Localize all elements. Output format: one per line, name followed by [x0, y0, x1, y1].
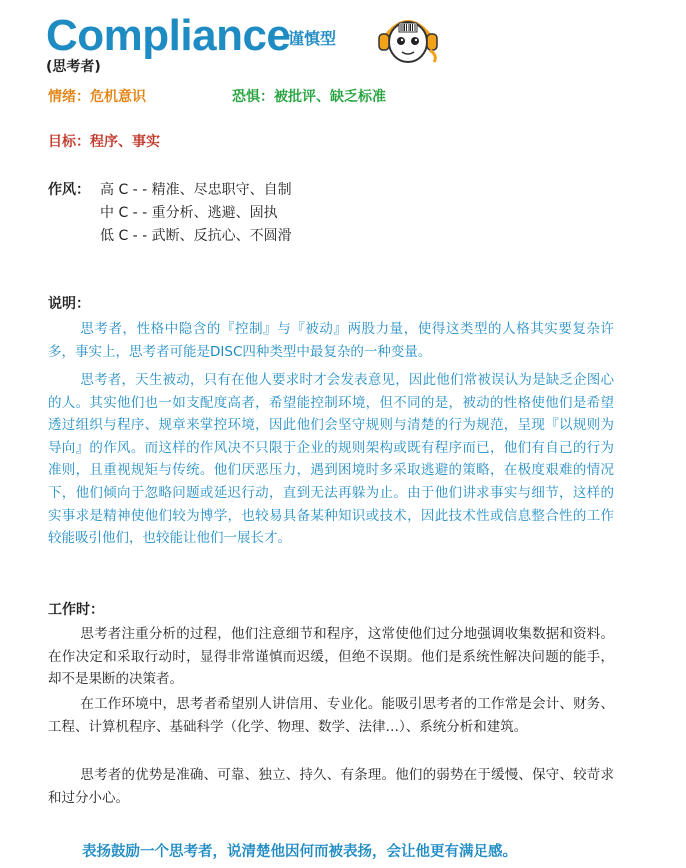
style-line-high: 高 C - - 精准、尽忠职守、自制 — [100, 182, 292, 198]
page-title: Compliance — [46, 11, 291, 60]
page-title-suffix: 谨慎型 — [288, 29, 337, 48]
work-paragraph: 在工作环境中，思考者希望别人讲信用、专业化。能吸引思考者的工作常是会计、财务、工程、计算机程序、基础科学（化学、物理、数学、法律…）、系统分析和建筑。 — [48, 696, 614, 735]
style-heading: 作风： — [48, 182, 90, 198]
explanation-heading: 说明： — [48, 296, 90, 312]
goal-label: 目标：程序、事实 — [48, 134, 160, 150]
closing-statement: 表扬鼓励一个思考者，说清楚他因何而被表扬，会让他更有满足感。 — [82, 844, 517, 860]
work-paragraph: 思考者的优势是准确、可靠、独立、持久、有条理。他们的弱势在于缓慢、保守、较苛求和过分小心。 — [48, 767, 614, 806]
subtitle: (思考者) — [46, 59, 101, 75]
style-line-low: 低 C - - 武断、反抗心、不圆滑 — [100, 228, 292, 244]
fear-label: 恐惧：被批评、缺乏标准 — [232, 89, 386, 105]
explanation-paragraph: 思考者，天生被动，只有在他人要求时才会发表意见，因此他们常被误认为是缺乏企图心的人。其实他们也一如支配度高者，希望能控制环境，但不同的是，被动的性格使他们是希望透过组织与程序、规章来掌控环境，因此他们会坚守规则与清楚的行为规范，呈现『以规则为导向』的作风。而这样的作风决不只限于企业的规则架构或既有程序而已，他们有自己的行为准则，且重视规矩与传统。他们厌恶压力，遇到困境时多采取逃避的策略，在极度艰难的情况下，他们倾向于忽略问题或延迟行动，直到无法再躲为止。由于他们讲求事实与细节，这样的实事求是精神使他们较为博学，也较易具备某种知识或技术，因此技术性或信息整合性的工作较能吸引他们，也较能让他们一展长才。 — [48, 372, 614, 547]
explanation-paragraph: 思考者，性格中隐含的『控制』与『被动』两股力量，使得这类型的人格其实要复杂许多，事实上，思考者可能是DISC四种类型中最复杂的一种变量。 — [48, 321, 614, 360]
style-line-mid: 中 C - - 重分析、逃避、固执 — [100, 205, 278, 221]
work-paragraph: 思考者注重分析的过程，他们注意细节和程序，这常使他们过分地强调收集数据和资料。在作决定和采取行动时，显得非常谨慎而迟缓，但绝不误期。他们是系统性解决问题的能手，却不是果断的决策者。 — [48, 626, 614, 688]
work-heading: 工作时： — [48, 602, 104, 618]
robot-mascot-icon — [374, 10, 442, 68]
emotion-label: 情绪：危机意识 — [48, 89, 146, 105]
